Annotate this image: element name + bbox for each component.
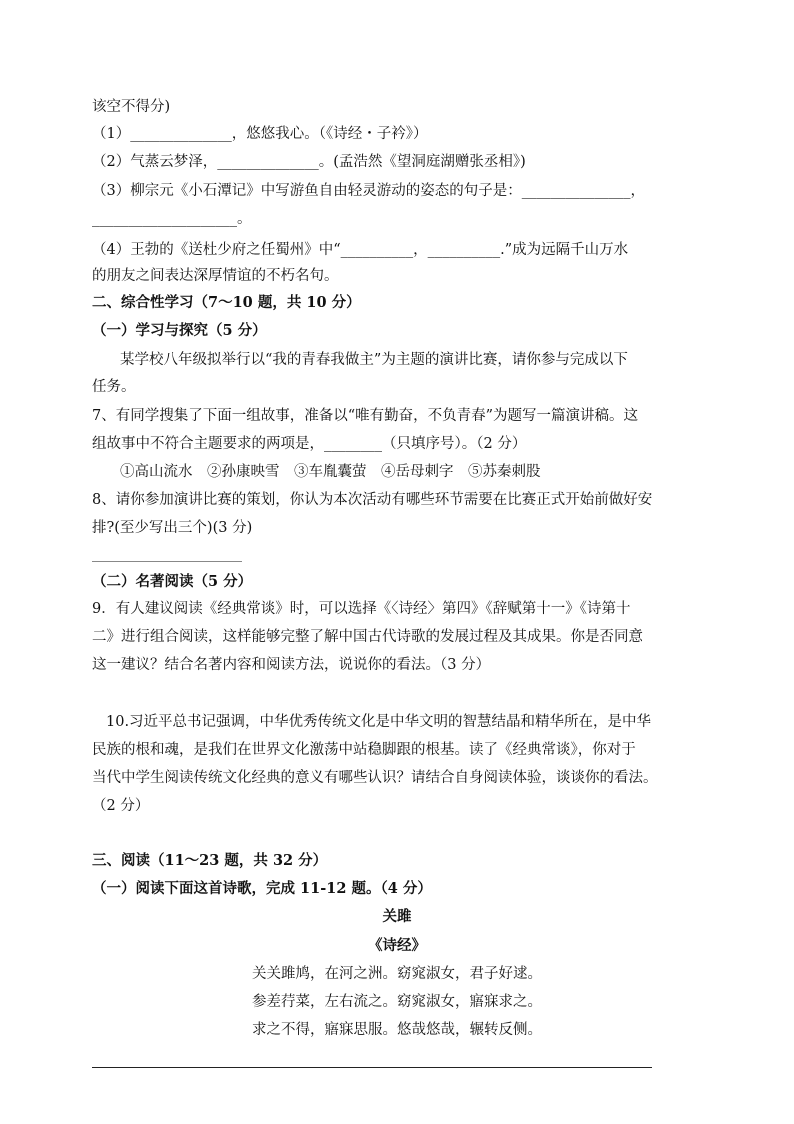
intro-continuation: 该空不得分) — [92, 99, 171, 115]
question-7-line-2: 组故事中不符合主题要求的两项是，________（只填序号）。（2 分） — [92, 436, 527, 452]
section-3-part-1-heading: （一）阅读下面这首诗歌，完成 11-12 题。（4 分） — [92, 880, 432, 897]
question-8-line-1: 8、请你参加演讲比赛的策划，你认为本次活动有哪些环节需要在比赛正式开始前做好安 — [92, 492, 653, 508]
question-8-line-2: 排?(至少写出三个)(3 分) — [92, 520, 253, 536]
section-2-part-1-heading: （一）学习与探究（5 分） — [92, 322, 267, 339]
answer-line — [92, 561, 242, 562]
question-10-line-4: （2 分） — [92, 798, 150, 814]
fill-blank-4-cont: 的朋友之间表达深厚情谊的不朽名句。 — [92, 268, 339, 284]
question-9-line-1: 9．有人建议阅读《经典常谈》时，可以选择《〈诗经〉第四》《辞赋第十一》《诗第十 — [92, 601, 631, 617]
poem-title: 关雎 — [382, 908, 412, 925]
fill-blank-1: （1）______________，悠悠我心。（《诗经・子衿》） — [92, 126, 428, 142]
question-7-options: ①高山流水 ②孙康映雪 ③车胤囊萤 ④岳母刺字 ⑤苏秦刺股 — [120, 464, 541, 480]
question-10-line-2: 民族的根和魂，是我们在世界文化激荡中站稳脚跟的根基。读了《经典常谈》，你对于 — [92, 742, 636, 758]
fill-blank-3-cont: ____________________。 — [92, 211, 252, 227]
section-3-heading: 三、阅读（11～23 题，共 32 分） — [92, 852, 328, 869]
poem-line: 参差荇菜，左右流之。窈窕淑女，寤寐求之。 — [252, 994, 542, 1010]
question-7-line-1: 7、有同学搜集了下面一组故事，准备以“唯有勤奋，不负青春”为题写一篇演讲稿。这 — [92, 408, 639, 424]
question-10-line-3: 当代中学生阅读传统文化经典的意义有哪些认识？请结合自身阅读体验，谈谈你的看法。 — [92, 770, 658, 786]
fill-blank-3: （3）柳宗元《小石潭记》中写游鱼自由轻灵游动的姿态的句子是：_______________， — [92, 183, 645, 199]
question-9-line-2: 二》进行组合阅读，这样能够完整了解中国古代诗歌的发展过程及其成果。你是否同意 — [92, 629, 643, 645]
section-2-heading: 二、综合性学习（7～10 题，共 10 分） — [92, 294, 361, 311]
poem-line: 求之不得，寤寐思服。悠哉悠哉，辗转反侧。 — [252, 1022, 542, 1038]
question-9-line-3: 这一建议？结合名著内容和阅读方法，说说你的看法。（3 分） — [92, 657, 491, 673]
page-bottom-rule — [92, 1067, 652, 1068]
section-2-part-2-heading: （二）名著阅读（5 分） — [92, 573, 253, 590]
task-intro-line-2: 任务。 — [92, 379, 136, 395]
question-10-line-1: 10.习近平总书记强调，中华优秀传统文化是中华文明的智慧结晶和精华所在，是中华 — [106, 714, 652, 730]
fill-blank-2: （2）气蒸云梦泽，______________。(孟浩然《望洞庭湖赠张丞相》) — [92, 154, 526, 170]
task-intro-line-1: 某学校八年级拟举行以“我的青春我做主”为主题的演讲比赛，请你参与完成以下 — [120, 352, 628, 368]
fill-blank-4: （4）王勃的《送杜少府之任蜀州》中“__________，__________.”成为远隔千山万水 — [92, 242, 629, 258]
poem-source: 《诗经》 — [368, 937, 426, 954]
poem-line: 关关雎鸠，在河之洲。窈窕淑女，君子好逑。 — [252, 966, 542, 982]
